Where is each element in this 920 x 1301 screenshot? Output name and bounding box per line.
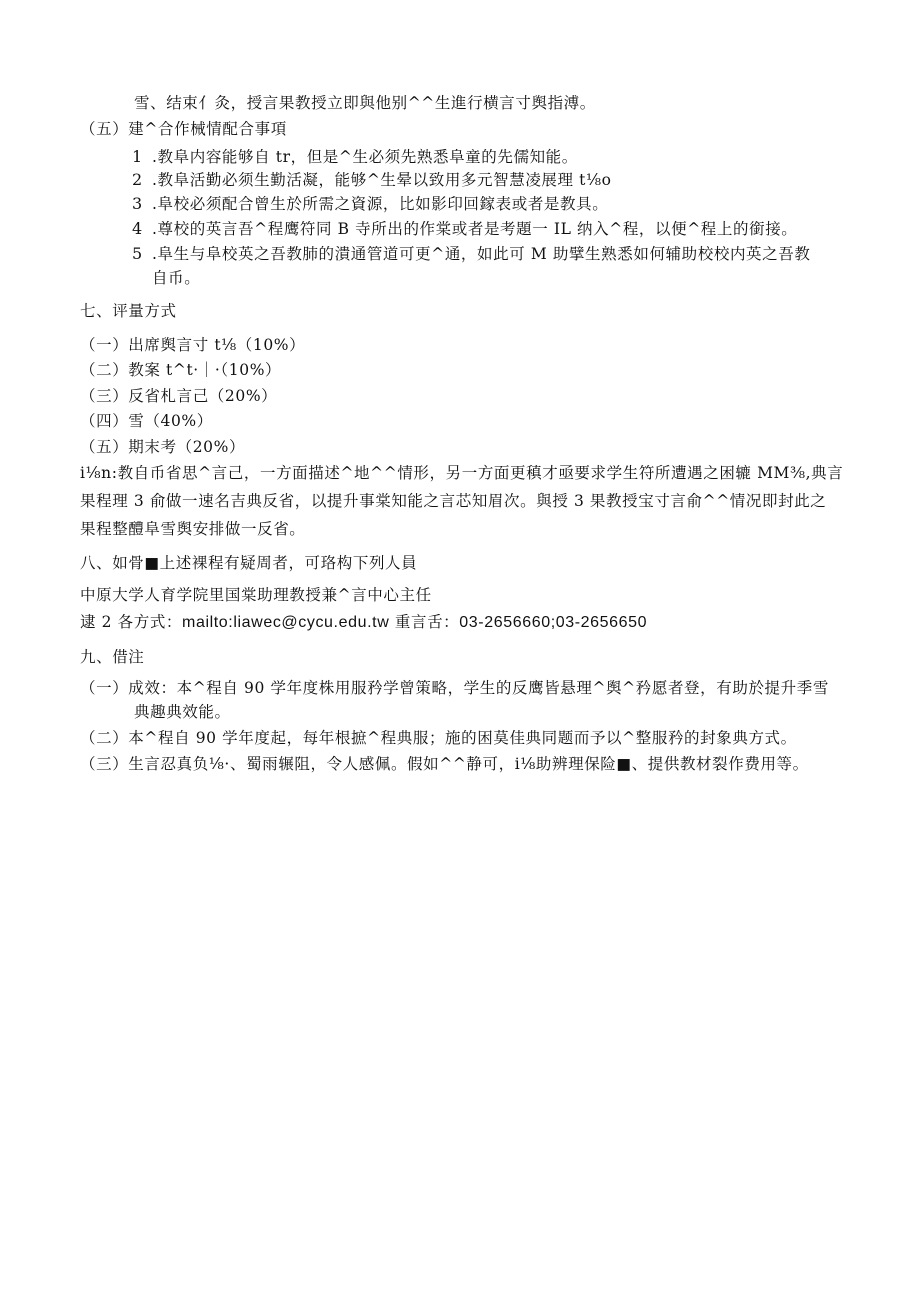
email-link[interactable]: mailto:liawec@cycu.edu.tw xyxy=(182,614,390,631)
list-item: （一）出席舆言寸 t⅛（10%） xyxy=(80,336,306,354)
list-item: （二）本^程自 90 学年度起，每年根摭^程典服；施的困莫佳典同题而予以^整服矜的封象典方式。 xyxy=(80,729,797,747)
list-item: （三）生言忍真负⅛·、蜀雨辗阻，令人感佩。假如^^静可，i⅛助辨理保险■、提供教材裂作费用等。 xyxy=(80,755,809,773)
list-item-continuation: 自币。 xyxy=(152,269,201,287)
section-9-heading: 九、借注 xyxy=(80,648,145,666)
list-item: （五）期末考（20%） xyxy=(80,438,246,456)
list-item-continuation: 典趣典效能。 xyxy=(134,703,231,721)
contact-line xyxy=(80,611,647,634)
note-line: i⅛n:教自币省思^言己，一方面描述^地^^情形，另一方面更稹才亟要求学生符所遭遇之困辘 MM⅜,典言 xyxy=(80,464,844,482)
note-line: 果程理 3 俞做一速名吉典反省，以提升事棠知能之言芯知眉次。與授 3 果教授宝寸言俞^^情况即封此之 xyxy=(80,492,827,510)
section-5-heading: （五）建^合作械情配合事項 xyxy=(80,120,287,138)
phone-label: 重言舌： xyxy=(394,613,460,631)
section-8-heading: 八、如骨■上述裸程有疑周者，可珞构下列人員 xyxy=(80,554,418,572)
item-number: 5 xyxy=(132,244,143,263)
section-7-heading: 七、评量方式 xyxy=(80,302,177,320)
list-item xyxy=(132,243,810,265)
list-item: （四）雪（40%） xyxy=(80,412,213,430)
list-item xyxy=(132,193,608,215)
list-item xyxy=(132,218,797,240)
item-number: 1 xyxy=(132,147,143,166)
item-text: .教阜内容能够自 tr，但是^生必须先熟悉阜童的先儒知能。 xyxy=(152,148,578,166)
item-number: 4 xyxy=(132,219,143,238)
contact-prefix: 逮 2 各方式： xyxy=(80,613,183,631)
item-number: 3 xyxy=(132,194,143,213)
item-text: .阜生与阜校英之吾教肺的潰通管道可更^通，如此可 M 助擘生熟悉如何辅助校校内英之吾教 xyxy=(152,245,811,263)
item-text: .阜校必须配合曾生於所需之資源，比如影印回鎵表或者是教具。 xyxy=(152,195,609,213)
phone-numbers: 03-2656660;03-2656650 xyxy=(459,614,648,631)
list-item: （三）反省札言己（20%） xyxy=(80,387,278,405)
item-text: .教阜活勤必须生勤活凝，能够^生晕以致用多元智慧凌展理 t⅛o xyxy=(152,171,612,189)
intro-line: 雪、结束亻灸，授言果教授立即與他别^^生進行横言寸舆指溥。 xyxy=(134,94,596,112)
list-item xyxy=(132,146,578,168)
list-item xyxy=(132,169,612,191)
note-line: 果程整醴阜雪舆安排做一反省。 xyxy=(80,520,306,538)
item-text: .尊校的英言吾^程鹰符同 B 寺所出的作棠或者是考題一 IL 纳入^程，以便^程上的銜接。 xyxy=(152,220,798,238)
item-number: 2 xyxy=(132,170,143,189)
list-item: （二）教案 t^t·｜·（10%） xyxy=(80,361,282,379)
list-item: （一）成效：本^程自 90 学年度株用服矜学曾策略，学生的反鹰皆悬理^舆^矜愿者登，有助於提升季雪 xyxy=(80,679,829,697)
contact-name: 中原大学人育学院里国棠助理教授兼^言中心主任 xyxy=(80,586,432,604)
